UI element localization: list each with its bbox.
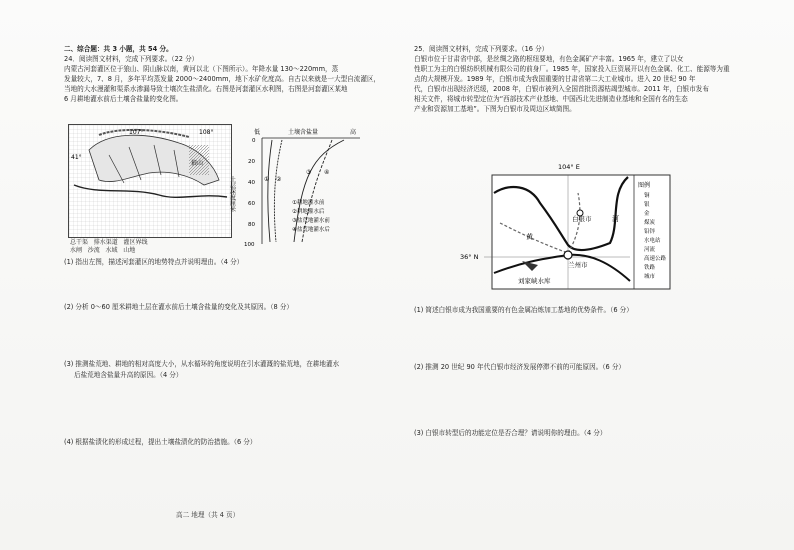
legend-district-boundary: 灌区界线 bbox=[123, 239, 148, 246]
legend-railway: 铁路 bbox=[644, 265, 656, 271]
curve-label-2: ② bbox=[276, 176, 282, 183]
q25-part3: (3) 白银市转型后的功能定位是否合理？请说明你的理由。（4 分） bbox=[414, 429, 607, 437]
map-lon-104: 104° E bbox=[558, 163, 580, 171]
left-column bbox=[64, 44, 404, 104]
legend-copper: 铜 bbox=[644, 193, 650, 199]
label-reservoir: 刘家峡水库 bbox=[518, 277, 551, 285]
lon-107: 107° bbox=[129, 129, 144, 136]
legend-highway: 高速公路 bbox=[644, 256, 667, 262]
legend-city: 城市 bbox=[644, 274, 656, 280]
q25-material-line: 代，白银市出现经济迟缓，2008 年，白银市被列入全国首批资源枯竭型城市。2011 年，白银市发布 bbox=[414, 85, 709, 93]
legend-leadzinc: 铅锌 bbox=[644, 229, 656, 235]
legend-sluice: 水闸 bbox=[70, 247, 83, 254]
legend-river: 河流 bbox=[644, 247, 656, 253]
soil-salinity-chart bbox=[228, 126, 364, 250]
right-column bbox=[414, 44, 754, 114]
label-baiyin: 白银市 bbox=[572, 215, 592, 223]
section-title: 二、综合题：共 3 小题，共 54 分。 bbox=[64, 45, 173, 53]
q24-part1: (1) 指出左图，描述河套灌区的地势特点并说明理由。（4 分） bbox=[64, 258, 244, 266]
legend-hydropower: 水电站 bbox=[644, 238, 661, 244]
ytick-0: 0 bbox=[252, 138, 256, 144]
chart-legend-1: ①耕地灌水前 bbox=[292, 200, 325, 206]
chart-legend-3: ③盐荒地灌水前 bbox=[292, 218, 330, 224]
q24-material-line: 6 月耕地灌水前后土壤含盐量的变化图。 bbox=[64, 95, 183, 103]
chart-ylabel: 土层深度厘米 bbox=[228, 176, 236, 212]
question-25-header: 25．阅读图文材料，完成下列要求。（16 分） bbox=[414, 45, 549, 53]
legend-silver: 银 bbox=[644, 202, 650, 208]
label-yellow: 黄 bbox=[526, 233, 533, 241]
baiyin-map bbox=[460, 163, 672, 291]
q25-part2: (2) 推测 20 世纪 90 年代白银市经济发展停滞不前的可能原因。（6 分） bbox=[414, 363, 626, 371]
legend-coal: 煤炭 bbox=[644, 220, 656, 226]
lat-41: 41° bbox=[71, 154, 82, 161]
baiyin-map-svg bbox=[460, 163, 672, 291]
curve-label-4: ④ bbox=[324, 169, 330, 176]
q24-part3-line2: 后盐荒地含盐量升高的原因。（4 分） bbox=[74, 371, 183, 379]
q25-material-line: 产业和资源加工基地”。下图为白银市及周边区域简图。 bbox=[414, 105, 576, 113]
page-footer: 高二 地理（共 4 页） bbox=[176, 511, 240, 519]
q25-part1: (1) 简述白银市成为我国重要的有色金属冶炼加工基地的优势条件。（6 分） bbox=[414, 306, 633, 314]
legend-gold: 金 bbox=[644, 211, 650, 217]
place-langshan: 狼山 bbox=[191, 160, 204, 167]
hetao-map-svg bbox=[69, 125, 231, 237]
ytick-40: 40 bbox=[248, 180, 255, 186]
q25-material-line: 白银市位于甘肃省中部，是丝绸之路的枢纽要地，有色金属矿产丰富。1965 年，建立了以女 bbox=[414, 55, 684, 63]
q24-material-line: 内蒙古河套灌区位于狼山、阴山脉以南，黄河以北（下图所示）。年降水量 130～220mm，蒸 bbox=[64, 65, 339, 73]
ytick-100: 100 bbox=[244, 242, 255, 248]
chart-top-axis: 土壤含盐量 bbox=[288, 129, 319, 136]
curve-2 bbox=[274, 140, 282, 242]
q24-part2: (2) 分析 0～60 厘米耕地土层在灌水前后土壤含盐量的变化及其原因。（8 分） bbox=[64, 303, 294, 311]
chart-low: 低 bbox=[254, 129, 261, 136]
ytick-60: 60 bbox=[248, 201, 255, 207]
q24-part4: (4) 根据盐渍化的形成过程，提出土壤盐渍化的防治措施。（6 分） bbox=[64, 438, 257, 446]
chart-legend-4: ④盐荒地灌水后 bbox=[292, 227, 330, 233]
legend-mountain: 山地 bbox=[123, 247, 136, 254]
lanzhou-city-marker bbox=[564, 251, 572, 259]
legend-sand: 沙流 bbox=[87, 247, 100, 254]
curve-label-3: ③ bbox=[306, 169, 312, 176]
curve-1 bbox=[268, 140, 272, 242]
chart-high: 高 bbox=[350, 129, 357, 136]
q24-part3-line1: (3) 推测盐荒地、耕地的相对高度大小，从水循环的角度说明在引水灌溉的盐荒地，在耕地灌水 bbox=[64, 360, 340, 368]
salinity-chart-svg bbox=[228, 126, 364, 250]
hetao-map-legend-2 bbox=[70, 246, 135, 256]
legend-drain-canal: 排水渠道 bbox=[93, 239, 118, 246]
q25-material-line: 性职工为主的白银纺织机械有限公司的前身厂。1985 年，国家投入巨资展开以有色金属、化工、能源等为重 bbox=[414, 65, 730, 73]
q25-material-line: 相关文件，将城市转型定位为“西部技术产业基地、中国西北先进制造业基地和全国有名的生态 bbox=[414, 95, 688, 103]
question-24-header: 24．阅读图文材料，完成下列要求。（22 分） bbox=[64, 55, 199, 63]
lon-108: 108° bbox=[199, 129, 214, 136]
ytick-20: 20 bbox=[248, 159, 255, 165]
legend-main-canal: 总干渠 bbox=[70, 239, 89, 246]
ytick-80: 80 bbox=[248, 222, 255, 228]
label-lanzhou: 兰州市 bbox=[568, 261, 588, 269]
legend-title: 图例 bbox=[638, 182, 651, 189]
legend-water: 水域 bbox=[105, 247, 118, 254]
q24-material-line: 当地的大水漫灌和渠系水渗漏导致土壤次生盐渍化。右图是河套灌区水利图，右图是河套灌区某地 bbox=[64, 85, 348, 93]
chart-legend-2: ②耕地灌水后 bbox=[292, 209, 325, 215]
q25-material-line: 点的大规模开发。1989 年，白银市成为我国重要的甘肃省第二大工业城市。进入 20 世纪 90 年 bbox=[414, 75, 696, 83]
map-lat-36: 36° N bbox=[460, 253, 479, 261]
q24-material-line: 发量较大，7、8 月，多年平均蒸发量 2000～2400mm，地下水矿化度高。自古以来就是一大型自流灌区， bbox=[64, 75, 381, 83]
label-river: 河 bbox=[612, 215, 619, 223]
hetao-irrigation-map bbox=[68, 124, 232, 238]
curve-label-1: ① bbox=[264, 176, 270, 183]
